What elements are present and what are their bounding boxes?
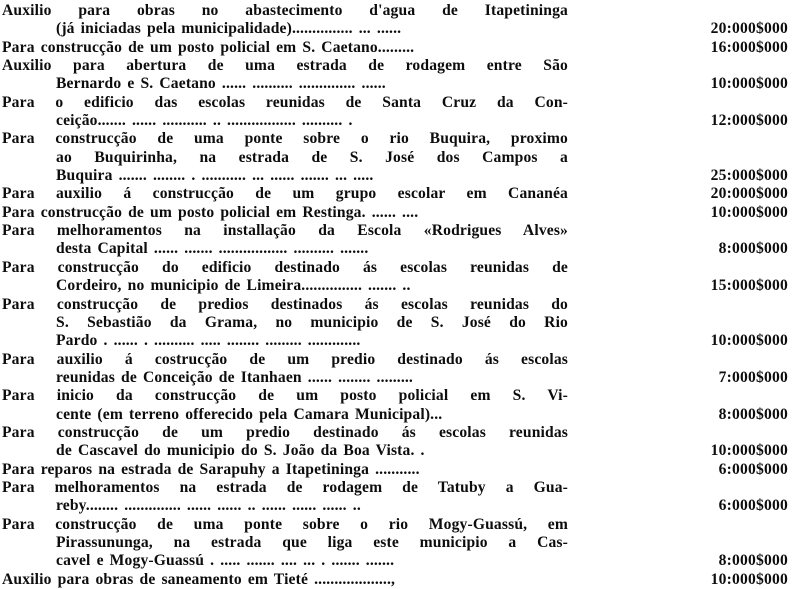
item-text-line: reby........ .............. ...... ...... .. ...... ...... ...... ..: [56, 497, 361, 515]
appropriation-item: [2, 39, 788, 57]
item-text: [2, 39, 568, 57]
appropriation-item: [2, 387, 788, 424]
appropriation-item: [2, 424, 788, 461]
item-text: [2, 185, 568, 203]
appropriation-item: [2, 516, 788, 571]
item-text: [2, 94, 568, 131]
item-amount: 8:000$000: [718, 240, 788, 258]
item-text-line: Para construcção de um predio destinado ás escolas reunidas: [2, 423, 568, 441]
item-text-line: Para melhoramentos na estrada de rodagem de Tatuby a Gua-: [2, 478, 568, 496]
item-text: [2, 222, 568, 259]
appropriation-item: [2, 351, 788, 388]
item-text-line: Pirassununga, na estrada que liga este municipio a Cas-: [56, 533, 568, 551]
item-text-line: Auxilio para abertura de uma estrada de rodagem entre São: [2, 57, 568, 75]
item-text-line: Para melhoramentos na installação da Escola «Rodrigues Alves»: [2, 222, 568, 240]
item-amount: 20:000$000: [710, 20, 788, 38]
item-text-line: S. Sebastião da Grama, no municipio de S. José do Rio: [56, 313, 568, 331]
item-text-line: Para inicio da construcção de um posto policial em S. Vi-: [2, 387, 568, 405]
appropriation-item: [2, 571, 788, 589]
item-text-line: Cordeiro, no municipio de Limeira............... ....... ..: [56, 277, 411, 295]
item-text: [2, 351, 568, 388]
appropriation-item: [2, 130, 788, 185]
item-text-line: Para construcção de uma ponte sobre o rio Buquira, proximo: [2, 130, 568, 148]
item-text-line: Buquira ....... ........ . ........... ... ...... ....... ... .....: [56, 167, 374, 185]
item-text: [2, 259, 568, 296]
item-text-line: Auxilio para obras no abastecimento d'agua de Itapetininga: [2, 2, 568, 19]
item-text-line: Para auxilio á construcção de um grupo escolar em Cananéa: [2, 185, 568, 203]
appropriation-item: [2, 57, 788, 94]
item-amount: 6:000$000: [718, 497, 788, 515]
appropriation-item: [2, 296, 788, 351]
item-text-line: Auxilio para obras de saneamento em Tieté ...................,: [2, 570, 396, 588]
item-text: [2, 387, 568, 424]
item-amount: 10:000$000: [710, 203, 788, 221]
item-text-line: reunidas de Conceição de Itanhaen ...... ........ .........: [56, 368, 413, 386]
item-amount: 7:000$000: [718, 368, 788, 386]
appropriation-item: [2, 259, 788, 296]
item-text-line: Para construcção de uma ponte sobre o rio Mogy-Guassú, em: [2, 515, 568, 533]
item-text-line: ceição....... ...... ........... .. ................. .......... .: [56, 112, 353, 130]
appropriation-item: [2, 185, 788, 203]
item-text-line: Para construcção de um posto policial em S. Caetano.........: [2, 38, 415, 56]
appropriation-item: [2, 94, 788, 131]
item-text: [2, 424, 568, 461]
item-text: [2, 204, 568, 222]
item-amount: 10:000$000: [710, 75, 788, 93]
item-amount: 15:000$000: [710, 277, 788, 295]
item-text-line: Para o edificio das escolas reunidas de Santa Cruz da Con-: [2, 93, 568, 111]
item-text: [2, 461, 568, 479]
item-text-line: Para construcção de predios destinados ás escolas reunidas do: [2, 295, 568, 313]
item-text: [2, 2, 568, 39]
item-text-line: Bernardo e S. Caetano ...... .......... .............. ......: [56, 75, 386, 93]
appropriation-item: [2, 222, 788, 259]
item-amount: 20:000$000: [710, 185, 788, 203]
item-amount: 10:000$000: [710, 442, 788, 460]
appropriation-item: [2, 461, 788, 479]
item-text: [2, 516, 568, 571]
item-text-line: Para construcção do edificio destinado ás escolas reunidas de: [2, 258, 568, 276]
appropriation-item: [2, 479, 788, 516]
item-amount: 16:000$000: [710, 38, 788, 56]
item-text-line: cente (em terreno offerecido pela Camara Municipal)...: [56, 405, 443, 423]
item-text-line: cavel e Mogy-Guassú . ..... ....... .... ... . ....... .......: [56, 552, 395, 570]
item-text-line: Para reparos na estrada de Sarapuhy a Itapetininga ...........: [2, 460, 420, 478]
item-text-line: Para construcção de um posto policial em Restinga. ...... ....: [2, 203, 419, 221]
item-amount: 8:000$000: [718, 552, 788, 570]
item-amount: 8:000$000: [718, 405, 788, 423]
item-text-line: Pardo . ...... . .......... ..... ........ ......... .............: [56, 332, 361, 350]
appropriation-item: [2, 204, 788, 222]
item-text: [2, 57, 568, 94]
item-text-line: de Cascavel do municipio do S. João da Boa Vista. .: [56, 442, 425, 460]
item-text-line: ao Buquirinha, na estrada de S. José dos Campos a: [56, 148, 568, 166]
item-text: [2, 571, 568, 589]
item-text-line: Para auxilio á costrucção de um predio destinado ás escolas: [2, 350, 568, 368]
item-text: [2, 130, 568, 185]
item-text-line: desta Capital ...... ....... ................. .......... .......: [56, 240, 369, 258]
item-amount: 6:000$000: [718, 460, 788, 478]
item-amount: 10:000$000: [710, 332, 788, 350]
item-text-line: (já iniciadas pela municipalidade)............... ... ......: [56, 20, 402, 38]
item-text: [2, 479, 568, 516]
item-text: [2, 296, 568, 351]
item-amount: 10:000$000: [710, 570, 788, 588]
item-amount: 12:000$000: [710, 112, 788, 130]
item-amount: 25:000$000: [710, 167, 788, 185]
appropriation-item: [2, 2, 788, 39]
